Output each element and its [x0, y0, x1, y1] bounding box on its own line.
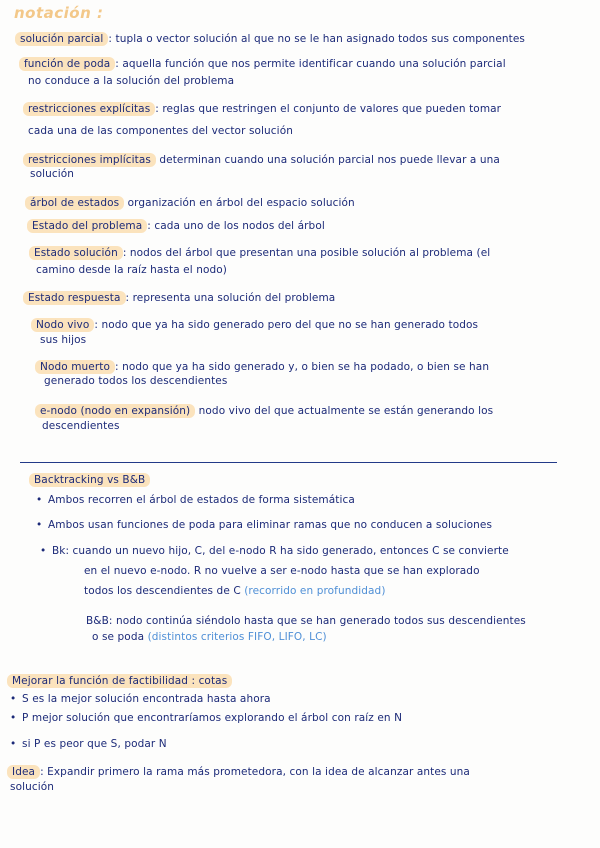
- cotas-bullet-2: • P mejor solución que encontraríamos explorando el árbol con raíz en N: [10, 712, 403, 724]
- def-answer-state: Estado respuesta : representa una solución del problema: [28, 292, 335, 305]
- def-solution-state-cont: camino desde la raíz hasta el nodo): [36, 264, 227, 276]
- cotas-bullet-3: • si P es peor que S, podar N: [10, 738, 167, 750]
- bt-bullet-2: • Ambos usan funciones de poda para eliminar ramas que no conducen a soluciones: [36, 519, 493, 531]
- bb-line-2: o se poda (distintos criterios FIFO, LIFO, LC): [92, 631, 327, 643]
- bullet-dot: •: [10, 693, 17, 705]
- term-live-node: Nodo vivo: [31, 318, 94, 332]
- bullet-dot: •: [36, 494, 43, 506]
- def-pruning-function: función de poda : aquella función que nos permite identificar cuando una solución parcial: [24, 58, 506, 71]
- def-explicit-restrictions: restricciones explícitas : reglas que restringen el conjunto de valores que pueden tomar: [28, 103, 501, 116]
- idea-term: Idea: [7, 765, 40, 779]
- cotas-heading: Mejorar la función de factibilidad : cotas: [12, 675, 232, 688]
- def-live-node: Nodo vivo : nodo que ya ha sido generado pero del que no se han generado todos: [36, 319, 478, 332]
- def-live-node-cont: sus hijos: [40, 334, 87, 346]
- backtracking-heading: Backtracking vs B&B: [34, 474, 150, 487]
- bullet-dot: •: [10, 738, 17, 750]
- def-solution-state: Estado solución : nodos del árbol que presentan una posible solución al problema (el: [34, 247, 490, 260]
- def-pruning-function-cont: no conduce a la solución del problema: [28, 75, 235, 87]
- term-answer-state: Estado respuesta: [23, 291, 126, 305]
- term-solution-state: Estado solución: [29, 246, 123, 260]
- page-title: notación :: [14, 4, 104, 22]
- bullet-dot: •: [10, 712, 17, 724]
- def-state-tree: árbol de estados organización en árbol del espacio solución: [30, 197, 355, 210]
- bk-line-2: en el nuevo e-nodo. R no vuelve a ser e-nodo hasta que se han explorado: [84, 565, 480, 577]
- def-e-node-cont: descendientes: [42, 420, 120, 432]
- bb-line-1: B&B: nodo continúa siéndolo hasta que se han generado todos sus descendientes: [86, 615, 526, 627]
- cotas-idea: Idea : Expandir primero la rama más prometedora, con la idea de alcanzar antes una: [12, 766, 470, 779]
- def-implicit-restrictions: restricciones implícitas determinan cuando una solución parcial nos puede llevar a una: [28, 154, 500, 167]
- def-problem-state: Estado del problema : cada uno de los nodos del árbol: [32, 220, 325, 233]
- term-partial-solution: solución parcial: [15, 32, 108, 46]
- cotas-bullet-1: • S es la mejor solución encontrada hasta ahora: [10, 693, 271, 705]
- term-implicit-restrictions: restricciones implícitas: [23, 153, 156, 167]
- term-problem-state: Estado del problema: [27, 219, 147, 233]
- def-dead-node: Nodo muerto : nodo que ya ha sido generado y, o bien se ha podado, o bien se han: [40, 361, 489, 374]
- bullet-dot: •: [40, 545, 47, 557]
- bullet-dot: •: [36, 519, 43, 531]
- def-dead-node-cont: generado todos los descendientes: [44, 375, 228, 387]
- bt-bullet-1: • Ambos recorren el árbol de estados de forma sistemática: [36, 494, 355, 506]
- bb-note: (distintos criterios FIFO, LIFO, LC): [147, 631, 327, 643]
- def-explicit-restrictions-cont: cada una de las componentes del vector solución: [28, 125, 293, 137]
- bk-note: (recorrido en profundidad): [244, 585, 386, 597]
- def-partial-solution: solución parcial : tupla o vector solución al que no se le han asignado todos sus componentes: [20, 33, 525, 46]
- term-dead-node: Nodo muerto: [35, 360, 115, 374]
- section-divider: [20, 462, 557, 463]
- def-implicit-restrictions-cont: solución: [30, 168, 75, 180]
- bk-line-1: • Bk: cuando un nuevo hijo, C, del e-nodo R ha sido generado, entonces C se convierte: [40, 545, 509, 557]
- term-explicit-restrictions: restricciones explícitas: [23, 102, 155, 116]
- term-e-node: e-nodo (nodo en expansión): [35, 404, 195, 418]
- bk-line-3: todos los descendientes de C (recorrido en profundidad): [84, 585, 386, 597]
- term-pruning-function: función de poda: [19, 57, 115, 71]
- def-e-node: e-nodo (nodo en expansión) nodo vivo del que actualmente se están generando los: [40, 405, 493, 418]
- cotas-idea-cont: solución: [10, 781, 55, 793]
- term-state-tree: árbol de estados: [25, 196, 124, 210]
